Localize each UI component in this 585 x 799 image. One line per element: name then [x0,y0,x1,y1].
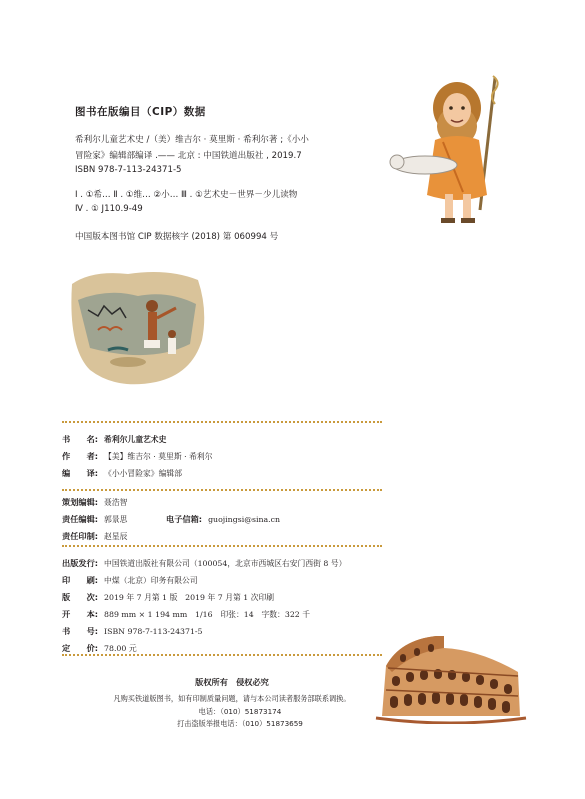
print-manager: 赵星辰 [104,532,128,541]
cip-line-2: 冒险家》编辑部编译 .—— 北京 : 中国铁道出版社 , 2019.7 [75,151,302,161]
print-manager-row [62,531,127,542]
cip-isbn: ISBN 978-7-113-24371-5 [75,165,182,175]
printer-row [62,575,198,586]
divider-4 [62,654,382,656]
printer-label: 印 刷: [62,575,99,585]
publisher-label: 出版发行: [62,558,99,568]
publisher: 中国铁道出版社有限公司（100054，北京市西城区右安门西街 8 号） [104,559,347,568]
price-label: 定 价: [62,643,99,653]
cartoon-man-illustration [385,70,520,230]
edition: 2019 年 7 月第 1 版 2019 年 7 月第 1 次印刷 [104,593,275,602]
colosseum-illustration [370,632,530,724]
divider-3 [62,545,382,547]
cip-title: 图书在版编目（CIP）数据 [75,106,206,118]
translator: 《小小冒险家》编辑部 [104,469,182,478]
cip-class-2: Ⅳ . ① J110.9-49 [75,204,143,214]
translator-row [62,468,182,479]
cip-class-1: Ⅰ . ①希… Ⅱ . ①维… ②小… Ⅲ . ①艺术史－世界－少儿读物 [75,190,298,200]
publisher-row [62,558,346,569]
quality-notice: 凡购买铁道版图书，如有印制质量问题，请与本公司读者服务部联系调换。 [113,694,351,703]
author: 【美】维吉尔 · 莫里斯 · 希利尔 [104,452,213,461]
book-title: 希利尔儿童艺术史 [104,435,167,444]
planning-editor-label: 策划编辑: [62,497,99,507]
printer: 中煤（北京）印务有限公司 [104,576,198,585]
service-phone: 电话：（010）51873174 [198,707,282,716]
price-row [62,643,137,654]
piracy-phone: 打击盗版举报电话：（010）51873659 [177,719,303,728]
divider-1 [62,421,382,423]
format-label: 开 本: [62,609,99,619]
responsible-editor-label: 责任编辑: [62,514,99,524]
author-label: 作 者: [62,451,99,461]
edition-label: 版 次: [62,592,99,602]
planning-editor: 聂浩智 [104,498,128,507]
format-row [62,609,310,620]
book-title-row [62,434,166,445]
responsible-editor-row [62,514,280,525]
cip-line-1: 希利尔儿童艺术史 /（美）维吉尔 · 莫里斯 · 希利尔著 ;《小小 [75,135,309,145]
email: guojingsi@sina.cn [208,515,281,524]
isbn: ISBN 978-7-113-24371-5 [104,627,203,636]
print-manager-label: 责任印制: [62,531,99,541]
planning-editor-row [62,497,127,508]
cip-number: 中国版本图书馆 CIP 数据核字 (2018) 第 060994 号 [75,232,279,242]
price: 78.00 元 [104,644,137,653]
author-row [62,451,212,462]
translator-label: 编 译: [62,468,99,478]
responsible-editor: 郭景思 [104,515,128,524]
divider-2 [62,489,382,491]
rights-notice: 版权所有 侵权必究 [195,677,269,687]
isbn-row [62,626,203,637]
format: 889 mm × 1 194 mm 1/16 印张：14 字数：322 千 [104,610,311,619]
egyptian-fresco-illustration [68,270,208,388]
email-label: 电子信箱: [166,514,203,524]
book-title-label: 书 名: [62,434,99,444]
edition-row [62,592,274,603]
isbn-label: 书 号: [62,626,99,636]
